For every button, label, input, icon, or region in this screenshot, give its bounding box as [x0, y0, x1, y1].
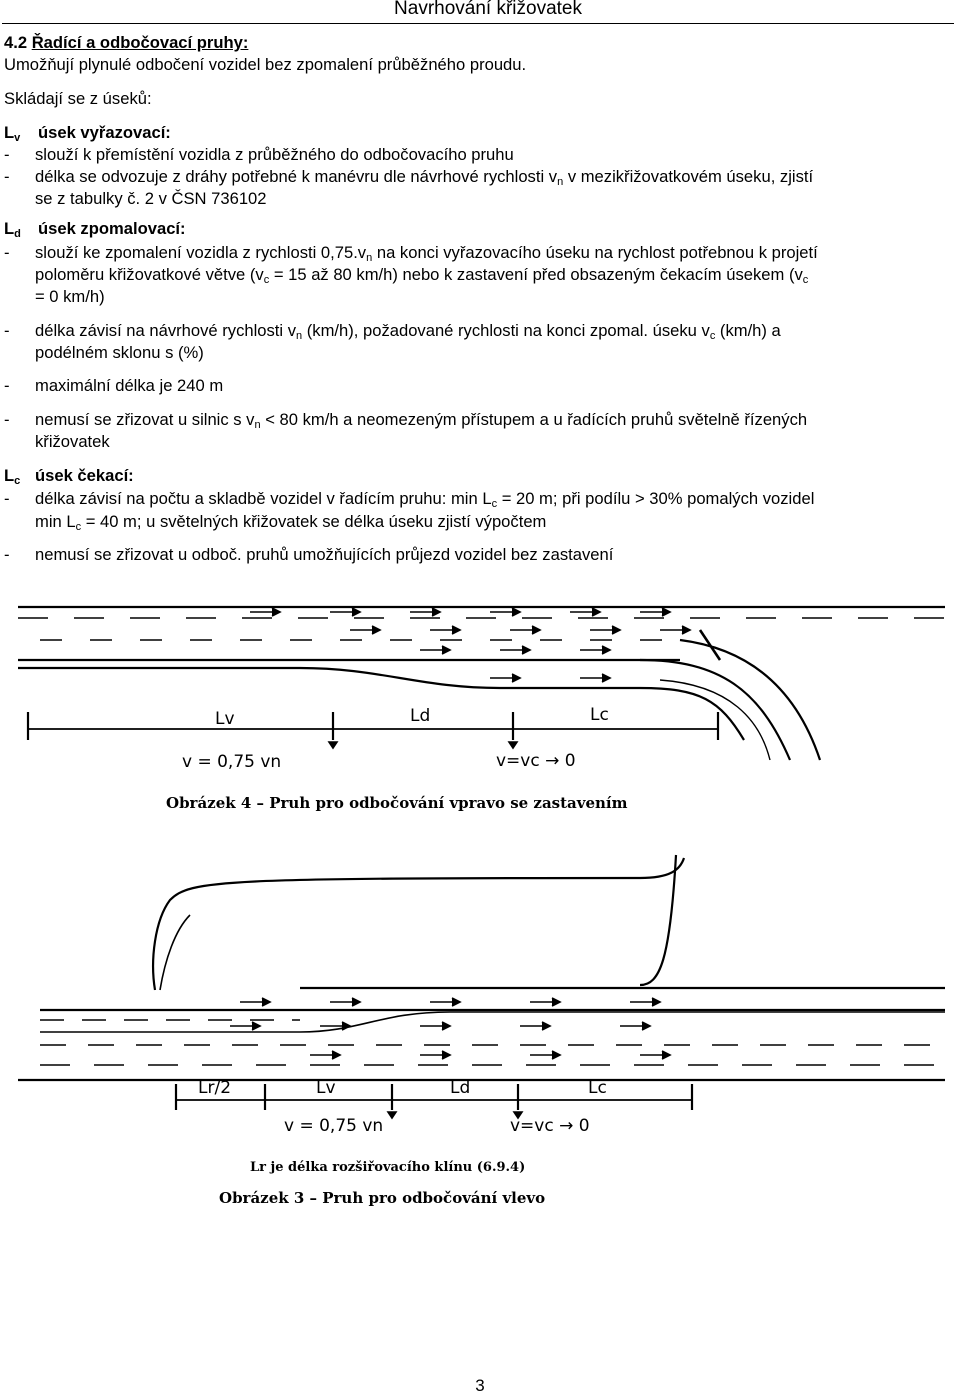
lc-bullet-1-a: délka závisí na počtu a skladbě vozidel v řadícím pruhu: min L: [35, 489, 492, 508]
figure4-label-lc: Lc: [590, 705, 609, 725]
ld-bullet-1-b: na konci vyřazovacího úseku na rychlost potřebnou k projetí: [372, 243, 818, 262]
ld-bullet-2-sub2: c: [709, 330, 716, 342]
ld-bullet-1-d: = 15 až 80 km/h) nebo k zastavení před obsazeným čekacím úsekem (v: [269, 265, 803, 284]
lc-bullet-1-c-sub: c: [75, 521, 82, 533]
lc-bullet-1-b: = 20 m; při podílu > 30% pomalých vozidel: [497, 489, 815, 508]
lc-symbol-sub: c: [14, 475, 21, 487]
lc-bullet-1-c: min L: [35, 512, 76, 531]
lc-bullet-1-d: = 40 m; u světelných křižovatek se délka úseku zjistí výpočtem: [81, 512, 547, 531]
lc-bullet-2: nemusí se zřizovat u odboč. pruhů umožňujících průjezd vozidel bez zastavení: [35, 545, 614, 564]
ld-symbol: L: [4, 219, 15, 238]
ld-bullet-2-b: (km/h), požadované rychlosti na konci zpomal. úseku v: [302, 321, 710, 340]
figure-right-turn-lane: [0, 590, 960, 830]
figure4-label-ld: Ld: [410, 706, 431, 726]
ld-bullet-2: [35, 320, 781, 342]
page-number: 3: [475, 1376, 485, 1395]
ld-bullet-4-cont: křižovatek: [35, 432, 110, 451]
ld-bullet-1-a: slouží ke zpomalení vozidla z rychlosti 0,75.v: [35, 243, 367, 262]
section-intro: Umožňují plynulé odbočení vozidel bez zpomalení průběžného proudu.: [4, 55, 527, 74]
ld-symbol-sub: d: [14, 228, 21, 240]
lc-bullet-1-sub: c: [491, 498, 498, 510]
header-rule: [2, 23, 954, 24]
figure3-label-ld: Ld: [450, 1078, 471, 1098]
ld-title: úsek zpomalovací:: [38, 219, 186, 238]
ld-bullet-4-a: nemusí se zřizovat u silnic s v: [35, 410, 255, 429]
figure3-label-v1: v = 0,75 vn: [284, 1116, 384, 1136]
figure3-label-lr: Lr/2: [198, 1078, 232, 1098]
dash: -: [4, 489, 10, 508]
lv-bullet-2-a: délka se odvozuje z dráhy potřebné k manévru dle návrhové rychlosti v: [35, 167, 558, 186]
ld-bullet-4-b: < 80 km/h a neomezeným přístupem a u řadících pruhů světelně řízených: [260, 410, 808, 429]
lc-symbol: L: [4, 466, 15, 485]
lc-heading: [4, 465, 20, 487]
lv-title: úsek vyřazovací:: [38, 123, 171, 142]
ld-bullet-2-cont: podélném sklonu s (%): [35, 343, 204, 362]
lv-bullet-2: [35, 166, 813, 188]
ld-bullet-4: [35, 409, 807, 431]
lv-bullet-2-b: v mezikřižovatkovém úseku, zjistí: [563, 167, 814, 186]
ld-bullet-1-d-sub: c: [802, 274, 809, 286]
figure-left-turn-lane: [0, 845, 960, 1210]
figure3-label-lc: Lc: [588, 1078, 607, 1098]
section-number: 4.2: [4, 33, 32, 52]
ld-bullet-2-a: délka závisí na návrhové rychlosti v: [35, 321, 297, 340]
dash: -: [4, 167, 10, 186]
figure3-label-lv: Lv: [316, 1078, 336, 1098]
lv-bullet-1: slouží k přemístění vozidla z průběžného do odbočovacího pruhu: [35, 145, 514, 164]
ld-bullet-3: maximální délka je 240 m: [35, 376, 224, 395]
section-title: Řadící a odbočovací pruhy:: [31, 33, 249, 52]
lc-bullet-1-cont: [35, 511, 546, 533]
ld-bullet-1-sub: n: [366, 252, 373, 264]
ld-bullet-4-sub: n: [254, 419, 261, 431]
section-heading: [4, 32, 248, 54]
ld-bullet-1-cont: [35, 264, 808, 286]
lv-bullet-2-sub: n: [557, 176, 564, 188]
dash: -: [4, 145, 10, 164]
section-composed: Skládají se z úseků:: [4, 89, 152, 108]
running-header: Navrhování křižovatek: [394, 0, 582, 19]
figure3-label-v2: v=vc → 0: [510, 1116, 590, 1136]
figure3-note: Lr je délka rozšiřovacího klínu (6.9.4): [250, 1160, 526, 1175]
lv-symbol: L: [4, 123, 15, 142]
lc-title: úsek čekací:: [35, 466, 134, 485]
ld-bullet-1-c: poloměru křižovatkové větve (v: [35, 265, 264, 284]
ld-bullet-2-sub: n: [296, 330, 303, 342]
figure4-label-v1: v = 0,75 vn: [182, 752, 282, 772]
lc-bullet-1: [35, 488, 814, 510]
lv-symbol-sub: v: [14, 132, 21, 144]
dash: -: [4, 321, 10, 340]
dash: -: [4, 410, 10, 429]
ld-bullet-2-c: (km/h) a: [715, 321, 781, 340]
ld-bullet-1: [35, 242, 818, 264]
ld-bullet-1-end: = 0 km/h): [35, 287, 105, 306]
ld-heading: [4, 218, 21, 240]
figure3-caption: Obrázek 3 – Pruh pro odbočování vlevo: [219, 1189, 546, 1207]
lv-heading: [4, 122, 20, 144]
lv-bullet-2-cont: se z tabulky č. 2 v ČSN 736102: [35, 189, 267, 208]
dash: -: [4, 376, 10, 395]
figure4-label-v2: v=vc → 0: [496, 751, 576, 771]
figure4-label-lv: Lv: [215, 709, 235, 729]
dash: -: [4, 243, 10, 262]
ld-bullet-1-c-sub: c: [263, 274, 270, 286]
dash: -: [4, 545, 10, 564]
figure4-caption: Obrázek 4 – Pruh pro odbočování vpravo se zastavením: [166, 794, 628, 812]
